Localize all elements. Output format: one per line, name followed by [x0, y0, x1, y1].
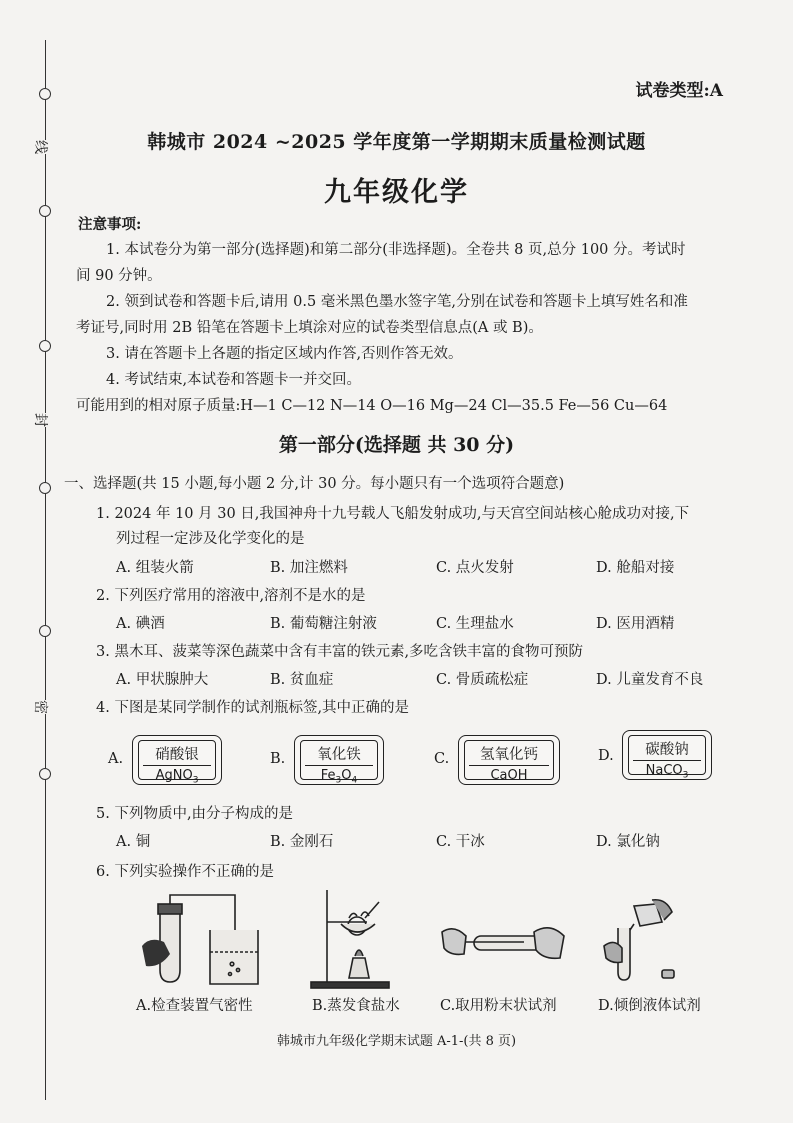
- question-3-option-d[interactable]: D. 儿童发育不良: [596, 672, 704, 688]
- question-3-stem: 3. 黑木耳、菠菜等深色蔬菜中含有丰富的铁元素,多吃含铁丰富的食物可预防: [96, 644, 584, 660]
- paper-type: 试卷类型:A: [635, 81, 723, 101]
- label-name: 硝酸银: [155, 747, 199, 763]
- atomic-masses: 可能用到的相对原子质量:H—1 C—12 N—14 O—16 Mg—24 Cl—35.5 Fe—56 Cu—64: [76, 398, 668, 414]
- section-intro: 一、选择题(共 15 小题,每小题 2 分,计 30 分。每小题只有一个选项符合题意): [64, 476, 565, 492]
- label-formula: CaOH: [490, 768, 528, 783]
- label-name: 氧化铁: [317, 747, 361, 763]
- question-5-option-b[interactable]: B. 金刚石: [270, 834, 334, 850]
- binding-hole: [39, 340, 51, 352]
- label-formula: AgNO$_3$: [155, 768, 199, 786]
- question-6-caption-b: B.蒸发食盐水: [312, 998, 400, 1014]
- binding-hole: [39, 482, 51, 494]
- question-1-option-b[interactable]: B. 加注燃料: [270, 560, 348, 576]
- notice-item-1-cont: 间 90 分钟。: [76, 268, 162, 284]
- option-letter: C.: [434, 751, 450, 767]
- airtightness-check-illustration[interactable]: [140, 890, 260, 990]
- question-3-option-b[interactable]: B. 贫血症: [270, 672, 334, 688]
- binding-hole: [39, 88, 51, 100]
- question-6-caption-a: A.检查装置气密性: [136, 998, 253, 1014]
- question-6-caption-c: C.取用粉末状试剂: [440, 998, 557, 1014]
- label-name: 氢氧化钙: [480, 747, 538, 763]
- question-2-stem: 2. 下列医疗常用的溶液中,溶剂不是水的是: [96, 588, 366, 604]
- question-2-option-b[interactable]: B. 葡萄糖注射液: [270, 616, 377, 632]
- question-4-stem: 4. 下图是某同学制作的试剂瓶标签,其中正确的是: [96, 700, 410, 716]
- question-6-stem: 6. 下列实验操作不正确的是: [96, 864, 274, 880]
- question-1-option-a[interactable]: A. 组装火箭: [116, 560, 194, 576]
- subject-title: 九年级化学: [324, 177, 469, 208]
- binding-char-mi: 密: [29, 700, 53, 714]
- question-2-option-a[interactable]: A. 碘酒: [116, 616, 165, 632]
- option-letter: D.: [598, 748, 614, 764]
- label-formula: $Fe_3O_4$: [320, 768, 358, 786]
- question-5-option-d[interactable]: D. 氯化钠: [596, 834, 660, 850]
- question-1-stem-cont: 列过程一定涉及化学变化的是: [116, 531, 305, 547]
- option-letter: B.: [270, 751, 286, 767]
- option-letter: A.: [108, 751, 124, 767]
- pouring-liquid-illustration[interactable]: [600, 898, 680, 984]
- notice-heading: 注意事项:: [78, 216, 142, 233]
- binding-char-feng: 封: [29, 413, 53, 427]
- label-formula: NaCO$_3$: [645, 763, 689, 781]
- part-one-title: 第一部分(选择题 共 30 分): [278, 434, 515, 456]
- exam-title: 韩城市 2024 ~2025 学年度第一学期期末质量检测试题: [147, 131, 646, 153]
- question-5-option-a[interactable]: A. 铜: [116, 834, 151, 850]
- question-2-option-c[interactable]: C. 生理盐水: [436, 616, 514, 632]
- question-1-option-c[interactable]: C. 点火发射: [436, 560, 514, 576]
- question-3-option-a[interactable]: A. 甲状腺肿大: [116, 672, 209, 688]
- question-5-stem: 5. 下列物质中,由分子构成的是: [96, 806, 294, 822]
- notice-item-2-cont: 考证号,同时用 2B 铅笔在答题卡上填涂对应的试卷类型信息点(A 或 B)。: [76, 320, 543, 336]
- question-6-caption-d: D.倾倒液体试剂: [598, 998, 701, 1014]
- notice-item-1: 1. 本试卷分为第一部分(选择题)和第二部分(非选择题)。全卷共 8 页,总分 100 分。考试时: [106, 242, 686, 258]
- notice-item-2: 2. 领到试卷和答题卡后,请用 0.5 毫米黑色墨水签字笔,分别在试卷和答题卡上填写姓名和准: [106, 294, 688, 310]
- question-2-option-d[interactable]: D. 医用酒精: [596, 616, 675, 632]
- binding-char-xian: 线: [29, 140, 53, 154]
- page-footer: 韩城市九年级化学期末试题 A-1-(共 8 页): [276, 1034, 517, 1049]
- notice-item-3: 3. 请在答题卡上各题的指定区域内作答,否则作答无效。: [106, 346, 463, 362]
- question-3-option-c[interactable]: C. 骨质疏松症: [436, 672, 529, 688]
- notice-item-4: 4. 考试结束,本试卷和答题卡一并交回。: [106, 372, 362, 388]
- question-1-option-d[interactable]: D. 舱船对接: [596, 560, 675, 576]
- question-5-option-c[interactable]: C. 干冰: [436, 834, 485, 850]
- evaporation-illustration[interactable]: [305, 888, 395, 992]
- question-1-stem: 1. 2024 年 10 月 30 日,我国神舟十九号载人飞船发射成功,与天宫空间站核心舱成功对接,下: [96, 506, 690, 522]
- binding-hole: [39, 768, 51, 780]
- label-name: 碳酸钠: [645, 742, 689, 758]
- binding-hole: [39, 625, 51, 637]
- powder-taking-illustration[interactable]: [440, 914, 570, 974]
